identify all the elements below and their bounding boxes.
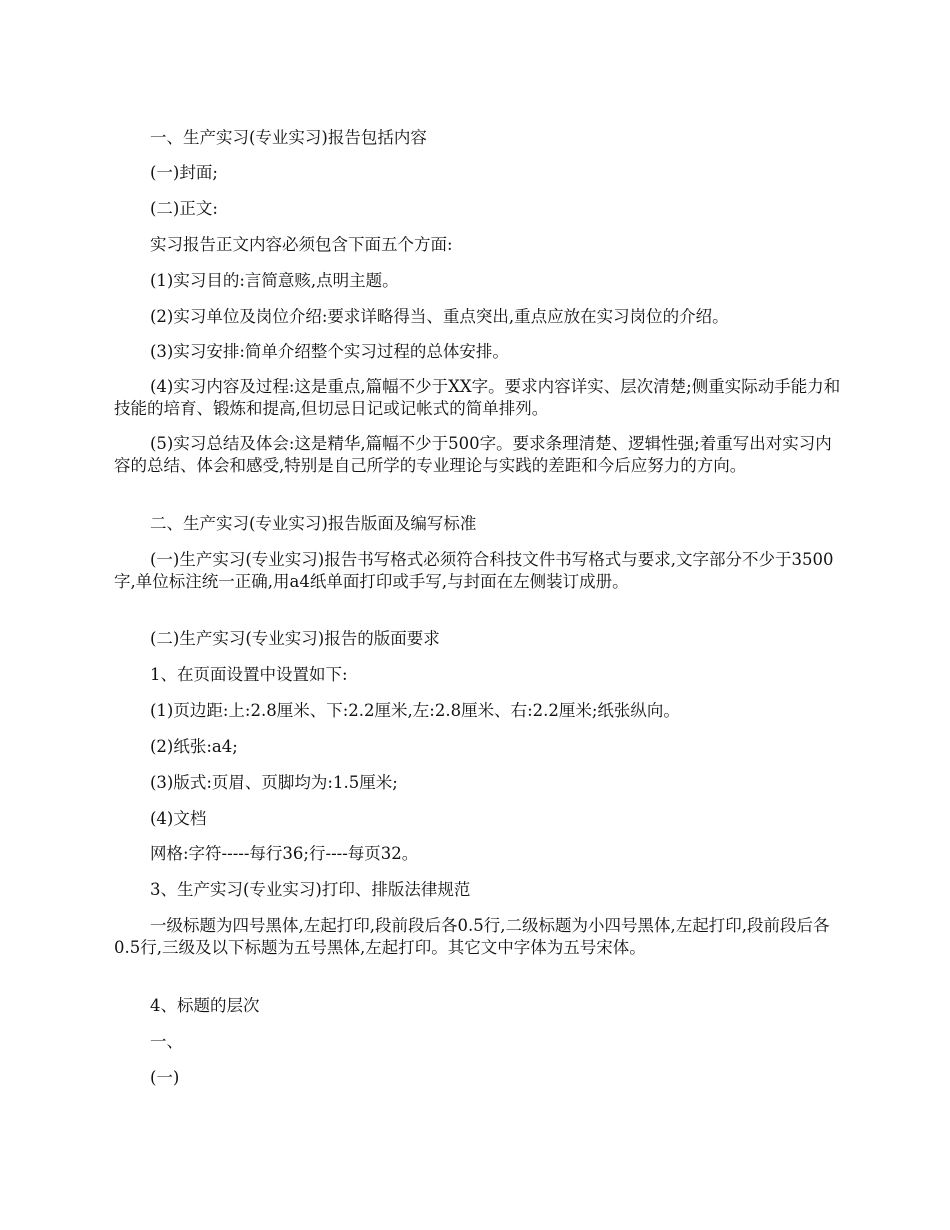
list-item-margins: (1)页边距:上:2.8厘米、下:2.2厘米,左:2.8厘米、右:2.2厘米;纸张纵向。 bbox=[150, 701, 680, 720]
list-item-document: (4)文档 bbox=[150, 809, 207, 828]
list-item-layout: (3)版式:页眉、页脚均为:1.5厘米; bbox=[150, 773, 398, 792]
list-item-body: (二)正文: bbox=[150, 199, 218, 218]
subheading-layout: (二)生产实习(专业实习)报告的版面要求 bbox=[150, 629, 440, 648]
level-1-example: 一、 bbox=[150, 1032, 183, 1051]
list-item-unit: (2)实习单位及岗位介绍:要求详略得当、重点突出,重点应放在实习岗位的介绍。 bbox=[150, 307, 729, 326]
heading-title-levels: 4、标题的层次 bbox=[150, 996, 260, 1015]
paragraph-page-setup: 1、在页面设置中设置如下: bbox=[150, 665, 348, 684]
list-item-purpose: (1)实习目的:言简意赅,点明主题。 bbox=[150, 271, 399, 290]
list-item-paper: (2)纸张:a4; bbox=[150, 737, 238, 756]
paragraph-grid: 网格:字符-----每行36;行----每页32。 bbox=[150, 844, 419, 863]
paragraph-intro: 实习报告正文内容必须包含下面五个方面: bbox=[150, 235, 453, 254]
list-item-cover: (一)封面; bbox=[150, 163, 218, 182]
paragraph-format: (一)生产实习(专业实习)报告书写格式必须符合科技文件书写格式与要求,文字部分不少于3500字,单位标注统一正确,用a4纸单面打印或手写,与封面在左侧装订成册。 bbox=[114, 550, 834, 591]
level-2-example: (一) bbox=[150, 1068, 180, 1087]
paragraph-title-fonts: 一级标题为四号黑体,左起打印,段前段后各0.5行,二级标题为小四号黑体,左起打印,段前段后各0.5行,三级及以下标题为五号黑体,左起打印。其它文中字体为五号宋体。 bbox=[114, 916, 830, 957]
paragraph-summary: (5)实习总结及体会:这是精华,篇幅不少于500字。要求条理清楚、逻辑性强;着重写出对实习内容的总结、体会和感受,特别是自己所学的专业理论与实践的差距和今后应努力的方向。 bbox=[114, 434, 832, 475]
list-item-arrangement: (3)实习安排:简单介绍整个实习过程的总体安排。 bbox=[150, 342, 509, 361]
paragraph-content-process: (4)实习内容及过程:这是重点,篇幅不少于XX字。要求内容详实、层次清楚;侧重实际动手能力和技能的培育、锻炼和提高,但切忌日记或记帐式的简单排列。 bbox=[114, 377, 841, 418]
heading-1: 一、生产实习(专业实习)报告包括内容 bbox=[150, 128, 427, 147]
heading-2: 二、生产实习(专业实习)报告版面及编写标准 bbox=[150, 514, 477, 533]
heading-print-rules: 3、生产实习(专业实习)打印、排版法律规范 bbox=[150, 880, 471, 899]
